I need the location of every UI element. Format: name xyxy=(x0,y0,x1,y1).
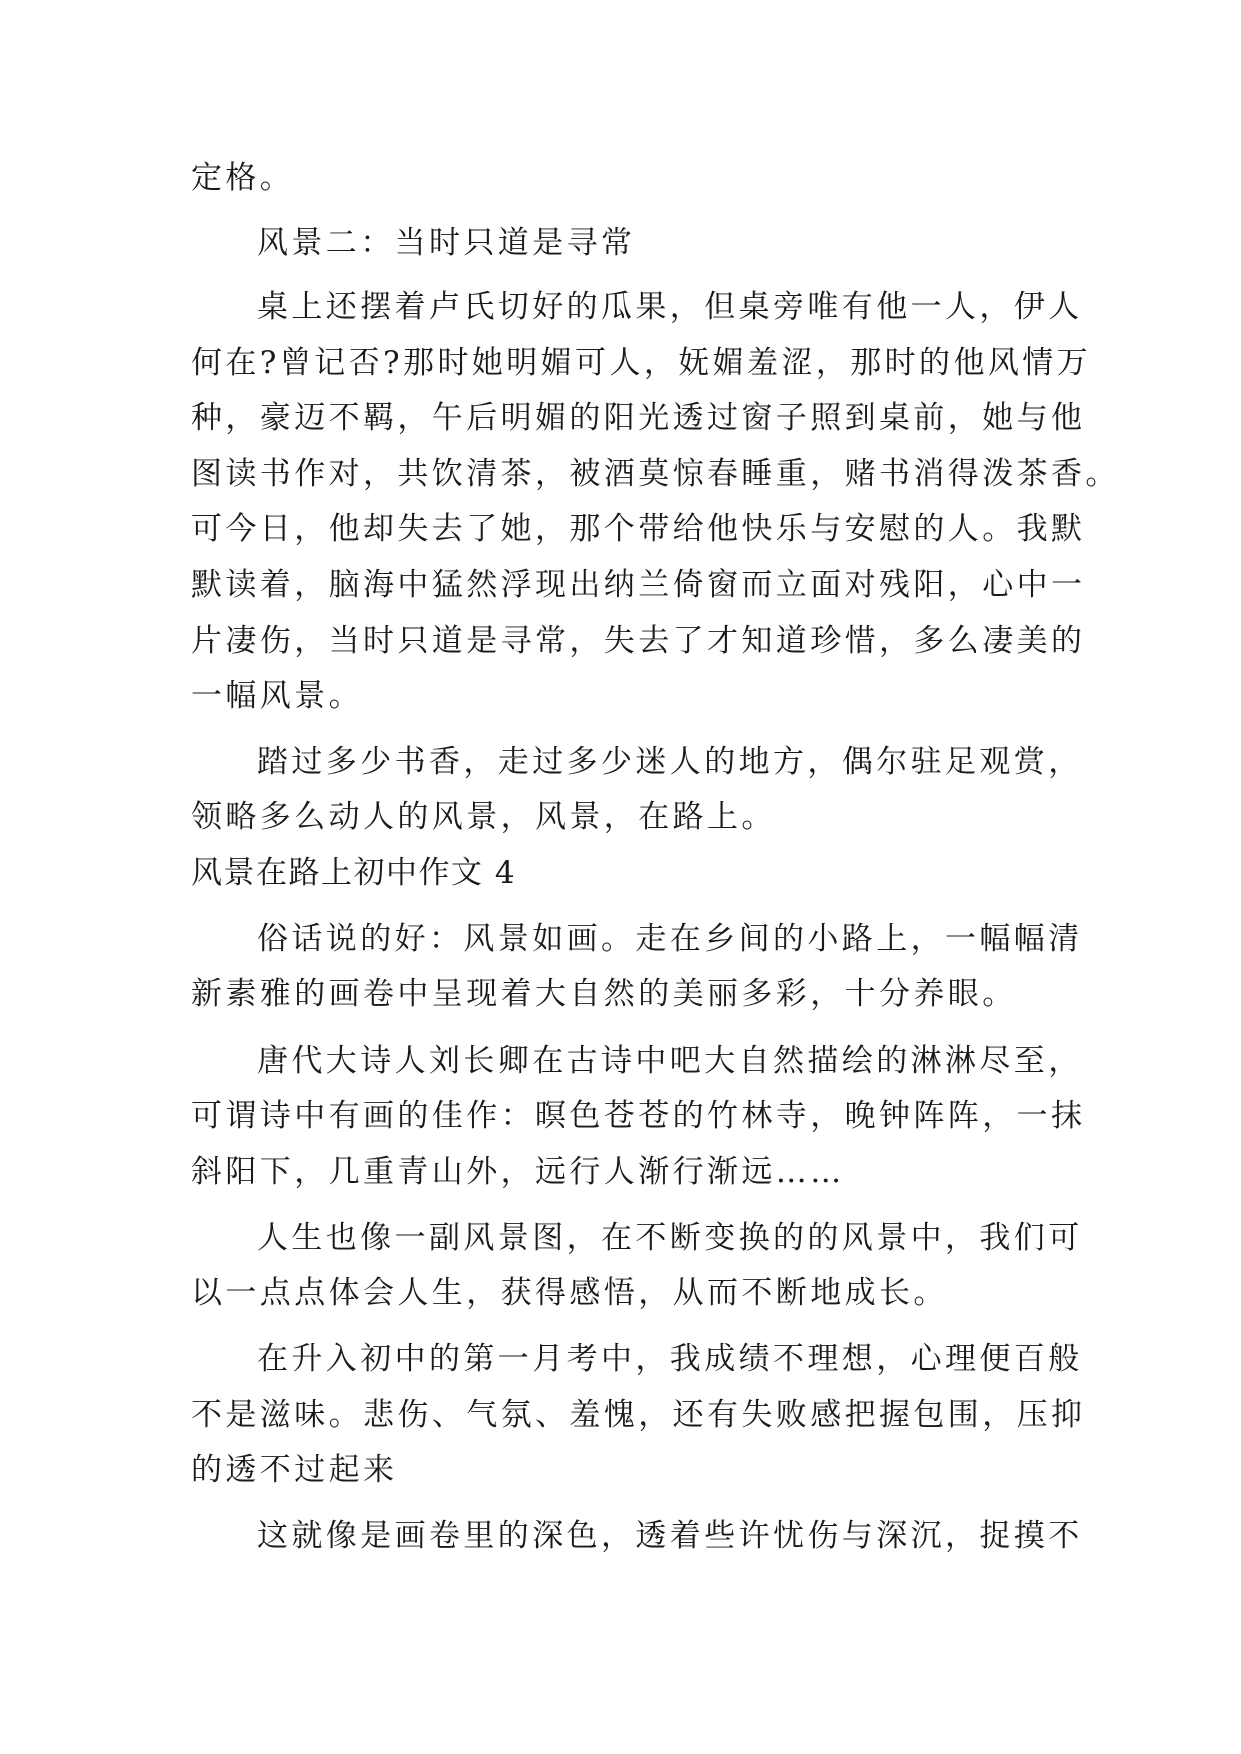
text-line: 定格。 xyxy=(191,160,295,196)
text-line: 以一点点体会人生，获得感悟，从而不断地成长。 xyxy=(191,1275,948,1311)
text-line: 可今日，他却失去了她，那个带给他快乐与安慰的人。我默 xyxy=(191,511,1086,547)
text-line: 领略多么动人的风景，风景，在路上。 xyxy=(191,799,776,835)
text-line: 唐代大诗人刘长卿在古诗中吧大自然描绘的淋淋尽至， xyxy=(257,1043,1083,1079)
text-line: 一幅风景。 xyxy=(191,678,363,714)
section-subheading: 风景二：当时只道是寻常 xyxy=(257,225,636,261)
text-line: 俗话说的好：风景如画。走在乡间的小路上，一幅幅清 xyxy=(257,921,1083,957)
text-line: 桌上还摆着卢氏切好的瓜果，但桌旁唯有他一人，伊人 xyxy=(257,289,1083,325)
text-line: 种，豪迈不羁，午后明媚的阳光透过窗子照到桌前，她与他 xyxy=(191,400,1086,436)
text-line: 踏过多少书香，走过多少迷人的地方，偶尔驻足观赏， xyxy=(257,744,1083,780)
text-line: 新素雅的画卷中呈现着大自然的美丽多彩，十分养眼。 xyxy=(191,976,1017,1012)
text-line: 默读着，脑海中猛然浮现出纳兰倚窗而立面对残阳，心中一 xyxy=(191,567,1086,603)
text-line: 在升入初中的第一月考中，我成绩不理想，心理便百般 xyxy=(257,1341,1083,1377)
text-line: 人生也像一副风景图，在不断变换的的风景中，我们可 xyxy=(257,1220,1083,1256)
text-line: 图读书作对，共饮清茶，被酒莫惊春睡重，赌书消得泼茶香。 xyxy=(191,456,1120,492)
text-line: 这就像是画卷里的深色，透着些许忧伤与深沉，捉摸不 xyxy=(257,1518,1083,1554)
text-line: 可谓诗中有画的佳作：暝色苍苍的竹林寺，晚钟阵阵，一抹 xyxy=(191,1098,1086,1134)
text-line: 的透不过起来 xyxy=(191,1452,398,1488)
section-heading: 风景在路上初中作文 4 xyxy=(191,855,517,891)
text-line: 何在?曾记否?那时她明媚可人，妩媚羞涩，那时的他风情万 xyxy=(191,345,1092,381)
text-line: 不是滋味。悲伤、气氛、羞愧，还有失败感把握包围，压抑 xyxy=(191,1397,1086,1433)
text-line: 片凄伤，当时只道是寻常，失去了才知道珍惜，多么凄美的 xyxy=(191,623,1086,659)
text-line: 斜阳下，几重青山外，远行人渐行渐远…… xyxy=(191,1154,845,1190)
